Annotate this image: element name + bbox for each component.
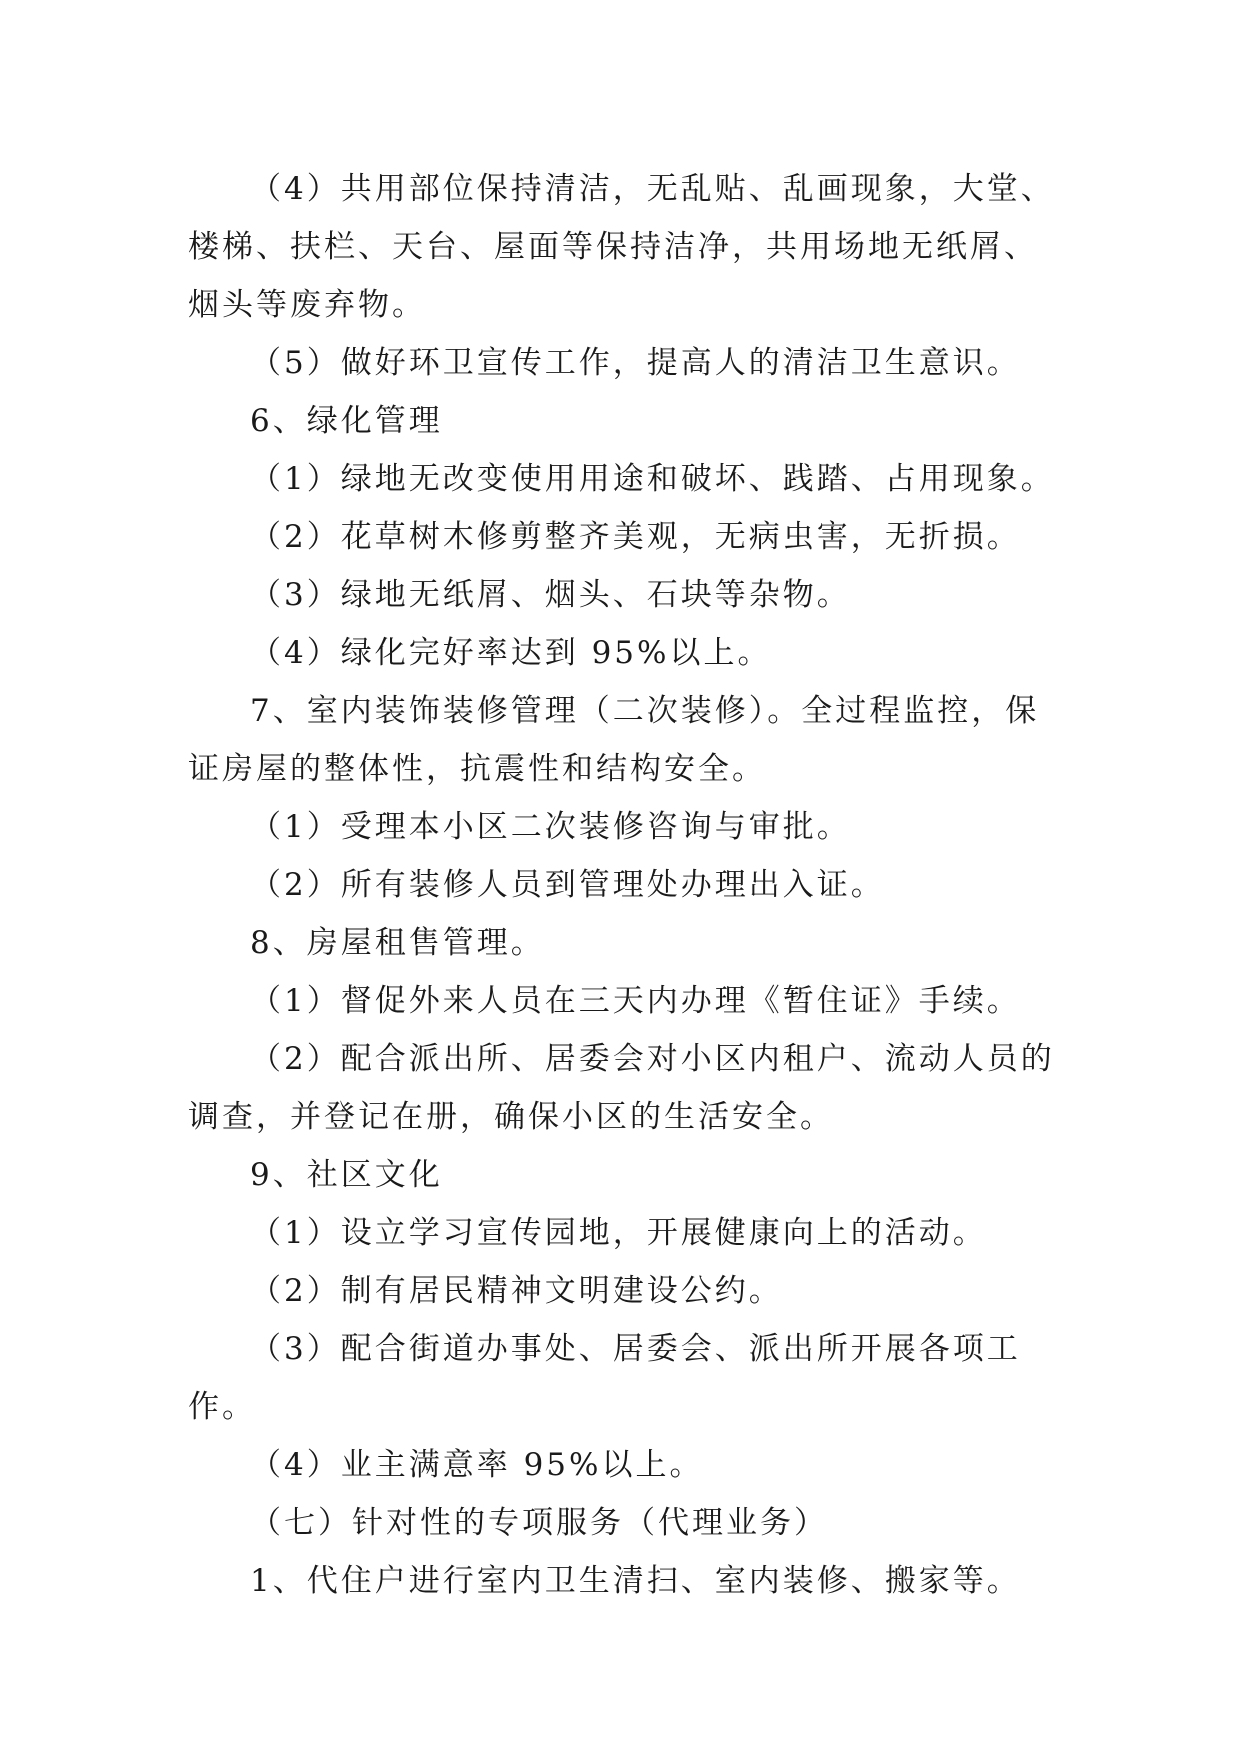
paragraph-culture-item-2: （2）制有居民精神文明建设公约。 <box>250 1273 783 1309</box>
paragraph-greening-item-4: （4）绿化完好率达到 95%以上。 <box>250 635 772 671</box>
heading-greening-management: 6、绿化管理 <box>250 403 443 439</box>
heading-interior-decoration: 7、室内装饰装修管理（二次装修）。全过程监控，保证房屋的整体性，抗震性和结构安全。 <box>188 693 1040 787</box>
paragraph-greening-item-2: （2）花草树木修剪整齐美观，无病虫害，无折损。 <box>250 519 1021 555</box>
paragraph-decoration-item-2: （2）所有装修人员到管理处办理出入证。 <box>250 867 885 903</box>
paragraph-sanitation-publicity: （5）做好环卫宣传工作，提高人的清洁卫生意识。 <box>250 345 1021 381</box>
paragraph-public-area-cleanliness: （4）共用部位保持清洁，无乱贴、乱画现象，大堂、楼梯、扶栏、天台、屋面等保持洁净，共用场地无纸屑、烟头等废弃物。 <box>188 171 1055 323</box>
heading-rental-management: 8、房屋租售管理。 <box>250 925 545 961</box>
paragraph-culture-item-4: （4）业主满意率 95%以上。 <box>250 1447 704 1483</box>
paragraph-special-service-item-1: 1、代住户进行室内卫生清扫、室内装修、搬家等。 <box>250 1563 1021 1599</box>
paragraph-rental-item-2: （2）配合派出所、居委会对小区内租户、流动人员的调查，并登记在册，确保小区的生活安全。 <box>188 1041 1055 1135</box>
paragraph-rental-item-1: （1）督促外来人员在三天内办理《暂住证》手续。 <box>250 983 1021 1019</box>
paragraph-culture-item-3: （3）配合街道办事处、居委会、派出所开展各项工作。 <box>188 1331 1021 1425</box>
heading-special-services: （七）针对性的专项服务（代理业务） <box>250 1505 828 1541</box>
paragraph-culture-item-1: （1）设立学习宣传园地，开展健康向上的活动。 <box>250 1215 987 1251</box>
heading-community-culture: 9、社区文化 <box>250 1157 443 1193</box>
document-body <box>188 160 1068 1610</box>
paragraph-decoration-item-1: （1）受理本小区二次装修咨询与审批。 <box>250 809 851 845</box>
paragraph-greening-item-1: （1）绿地无改变使用用途和破坏、践踏、占用现象。 <box>250 461 1055 497</box>
paragraph-greening-item-3: （3）绿地无纸屑、烟头、石块等杂物。 <box>250 577 851 613</box>
